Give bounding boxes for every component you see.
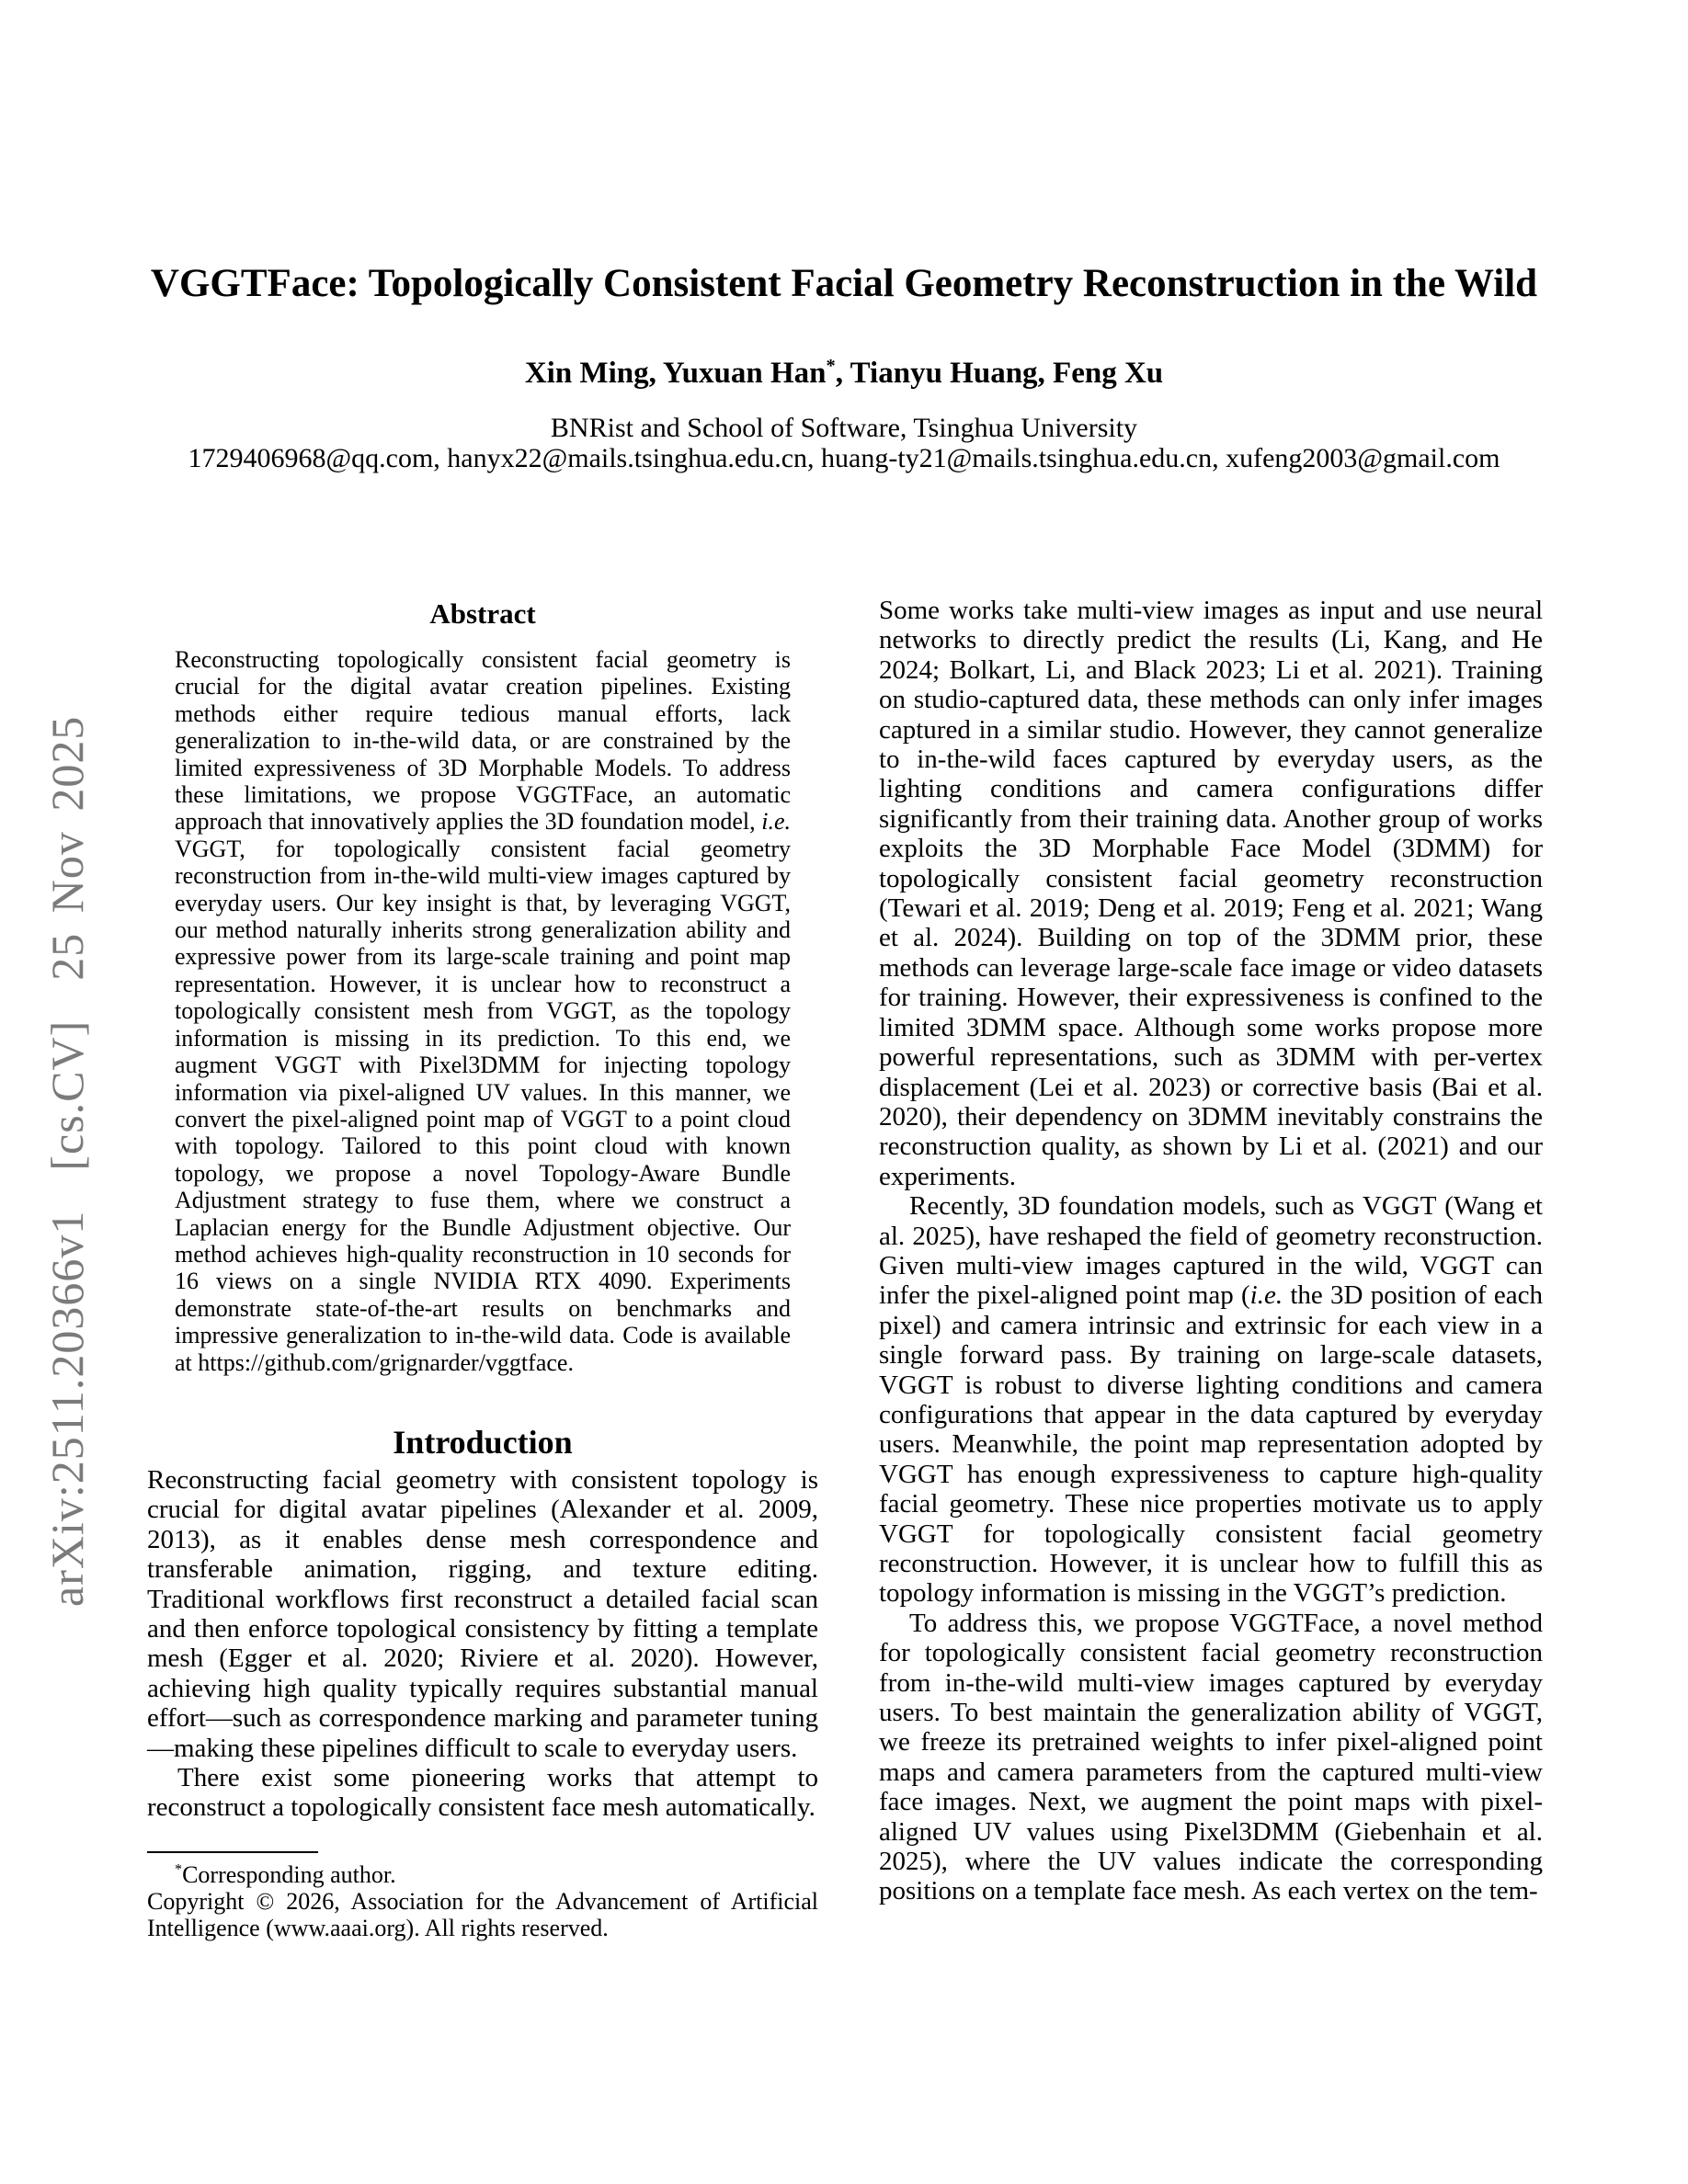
right-column bbox=[879, 596, 1543, 1906]
affiliation-line: BNRist and School of Software, Tsinghua University bbox=[550, 413, 1138, 443]
intro-paragraph-1: Reconstructing facial geometry with consistent topology is crucial for digital avatar pipelines (Alexander et al. 2009, 2013), as it enables dense mesh correspondence and transferable animation, rigging, and texture editing. Traditional workflows first reconstruct a detailed facial scan and then enforce topological consistency by fitting a template mesh (Egger et al. 2020; Riviere et al. 2020). However, achieving high quality typically requires substantial manual effort—such as correspondence marking and parameter tuning—making these pipelines difficult to scale to everyday users. bbox=[147, 1465, 818, 1763]
introduction-heading: Introduction bbox=[393, 1424, 573, 1461]
left-column bbox=[147, 594, 818, 1973]
emails-line: 1729406968@qq.com, hanyx22@mails.tsinghua.edu.cn, huang-ty21@mails.tsinghua.edu.cn, xufeng2003@gmail.com bbox=[188, 443, 1500, 473]
intro-paragraph-2: There exist some pioneering works that attempt to reconstruct a topologically consistent face mesh automatically. bbox=[147, 1763, 818, 1823]
footnote-copyright: Copyright © 2026, Association for the Advancement of Artificial Intelligence (www.aaai.org). All rights reserved. bbox=[147, 1888, 818, 1941]
abstract-body: Reconstructing topologically consistent facial geometry is crucial for the digital avatar creation pipelines. Existing methods either require tedious manual efforts, lack generalization to in-the-wild data, or are constrained by the limited expressiveness of 3D Morphable Models. To address these limitations, we propose VGGTFace, an automatic approach that innovatively applies the 3D foundation model, i.e. VGGT, for topologically consistent facial geometry reconstruction from in-the-wild multi-view images captured by everyday users. Our key insight is that, by leveraging VGGT, our method naturally inherits strong generalization ability and expressive power from its large-scale training and point map representation. However, it is unclear how to reconstruct a topologically consistent mesh from VGGT, as the topology information is missing in its prediction. To this end, we augment VGGT with Pixel3DMM for injecting topology information via pixel-aligned UV values. In this manner, we convert the pixel-aligned point map of VGGT to a point cloud with topology. Tailored to this point cloud with known topology, we propose a novel Topology-Aware Bundle Adjustment strategy to fuse them, where we construct a Laplacian energy for the Bundle Adjustment objective. Our method achieves high-quality reconstruction in 10 seconds for 16 views on a single NVIDIA RTX 4090. Experiments demonstrate state-of-the-art results on benchmarks and impressive generalization to in-the-wild data. Code is available at https://github.com/grignarder/vggtface. bbox=[175, 646, 791, 1376]
footnote bbox=[147, 1851, 818, 1941]
arxiv-watermark: arXiv:2511.20366v1 [cs.CV] 25 Nov 2025 bbox=[41, 715, 93, 1607]
footnote-rule bbox=[147, 1851, 318, 1853]
authors-line: Xin Ming, Yuxuan Han*, Tianyu Huang, Feng Xu bbox=[524, 356, 1164, 390]
paper-title: VGGTFace: Topologically Consistent Facial Geometry Reconstruction in the Wild bbox=[150, 262, 1538, 305]
intro-paragraph-3: Recently, 3D foundation models, such as VGGT (Wang et al. 2025), have reshaped the field of geometry reconstruction. Given multi-view images captured in the wild, VGGT can infer the pixel-aligned point map (i.e. the 3D position of each pixel) and camera intrinsic and extrinsic for each view in a single forward pass. By training on large-scale datasets, VGGT is robust to diverse lighting conditions and camera configurations that appear in the data captured by everyday users. Meanwhile, the point map representation adopted by VGGT has enough expressiveness to capture high-quality facial geometry. These nice properties motivate us to apply VGGT for topologically consistent facial geometry reconstruction. However, it is unclear how to fulfill this as topology information is missing in the VGGT’s prediction. bbox=[879, 1191, 1543, 1609]
abstract-heading: Abstract bbox=[429, 597, 536, 630]
introduction-body bbox=[147, 1465, 818, 1823]
intro-paragraph-2-continuation: Some works take multi-view images as input and use neural networks to directly predict the results (Li, Kang, and He 2024; Bolkart, Li, and Black 2023; Li et al. 2021). Training on studio-captured data, these methods can only infer images captured in a similar studio. However, they cannot generalize to in-the-wild faces captured by everyday users, as the lighting conditions and camera configurations differ significantly from their training data. Another group of works exploits the 3D Morphable Face Model (3DMM) for topologically consistent facial geometry reconstruction (Tewari et al. 2019; Deng et al. 2019; Feng et al. 2021; Wang et al. 2024). Building on top of the 3DMM prior, these methods can leverage large-scale face image or video datasets for training. However, their expressiveness is confined to the limited 3DMM space. Although some works propose more powerful representations, such as 3DMM with per-vertex displacement (Lei et al. 2023) or corrective basis (Bai et al. 2020), their dependency on 3DMM inevitably constrains the reconstruction quality, as shown by Li et al. (2021) and our experiments. bbox=[879, 596, 1543, 1191]
intro-paragraph-4: To address this, we propose VGGTFace, a novel method for topologically consistent facial geometry reconstruction from in-the-wild multi-view images captured by everyday users. To best maintain the generalization ability of VGGT, we freeze its pretrained weights to infer pixel-aligned point maps and camera parameters from the captured multi-view face images. Next, we augment the point maps with pixel-aligned UV values using Pixel3DMM (Giebenhain et al. 2025), where the UV values indicate the corresponding positions on a template face mesh. As each vertex on the tem- bbox=[879, 1608, 1543, 1906]
footnote-corresponding: *Corresponding author. bbox=[175, 1861, 396, 1888]
